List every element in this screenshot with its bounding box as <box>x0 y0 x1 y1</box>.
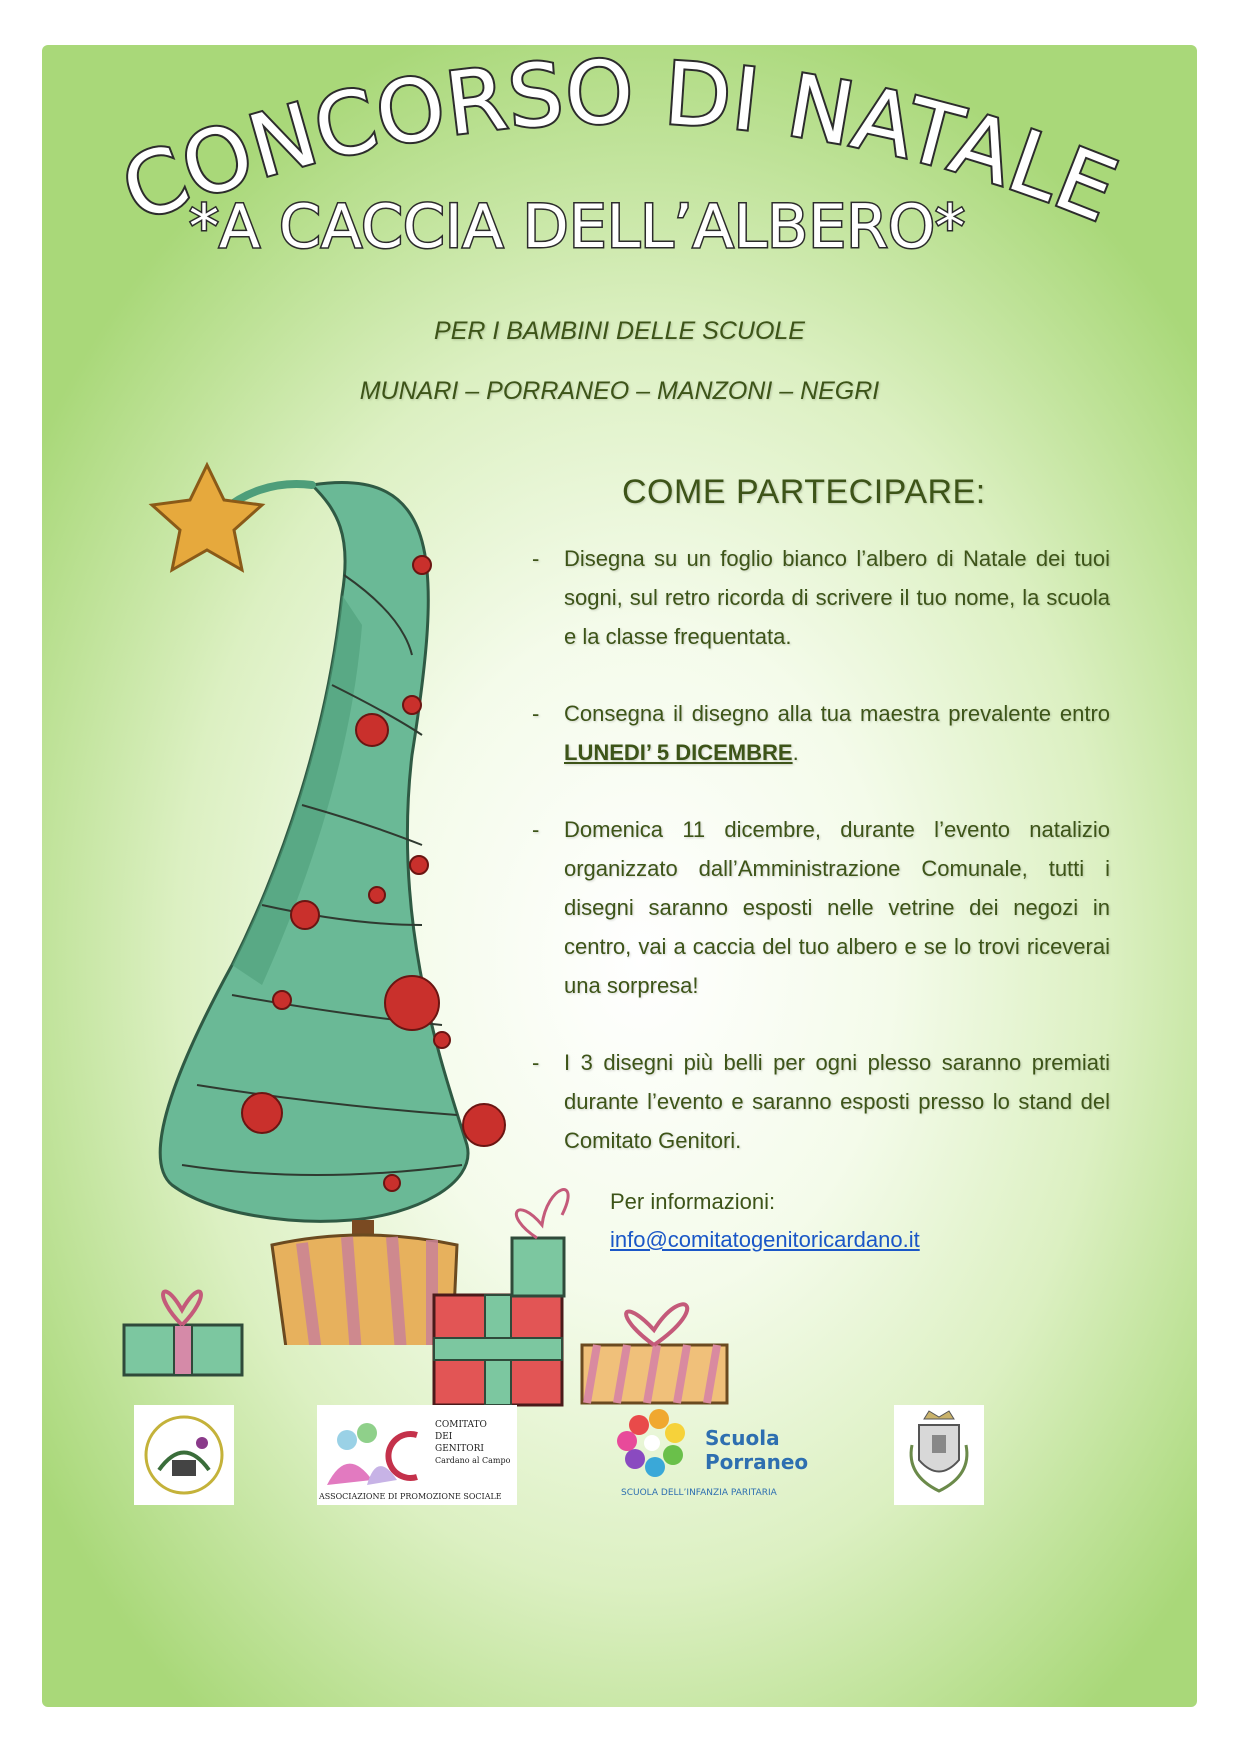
info-label: Per informazioni: <box>610 1189 776 1214</box>
ornament <box>242 1093 282 1133</box>
list-dash: - <box>532 546 540 571</box>
how-to-participate-heading: COME PARTECIPARE: <box>622 473 986 511</box>
deadline-date: LUNEDI’ 5 DICEMBRE <box>564 740 793 765</box>
ornament <box>273 991 291 1009</box>
school-institute-logo <box>134 1405 234 1505</box>
comitato-line1: COMITATO <box>435 1420 487 1430</box>
contact-info <box>610 1183 920 1259</box>
list-dash: - <box>532 1050 540 1075</box>
comitato-line2: DEI <box>435 1432 453 1442</box>
intro-schools-label: PER I BAMBINI DELLE SCUOLE <box>434 317 805 345</box>
poster <box>42 45 1197 1707</box>
rule-item <box>492 694 1110 772</box>
logos-row <box>42 1405 1197 1525</box>
gift-box-small-green <box>512 1238 564 1296</box>
porraneo-line3: SCUOLA DELL’INFANZIA PARITARIA <box>621 1488 777 1498</box>
porraneo-line2: Porraneo <box>705 1450 809 1474</box>
ornament <box>403 696 421 714</box>
rule-text: Disegna su un foglio bianco l’albero di Natale dei tuoi sogni, sul retro ricorda di scrivere il tuo nome, la scuola e la classe frequentata. <box>564 546 1110 649</box>
scuola-porraneo-logo <box>617 1405 817 1505</box>
rule-text: Domenica 11 dicembre, durante l’evento natalizio organizzato dall’Amministrazione Comunale, tutti i disegni saranno esposti nelle vetrine dei negozi in centro, vai a caccia del tuo albero e se lo trovi riceverai una sorpresa! <box>564 817 1110 998</box>
rule-item <box>492 539 1110 656</box>
subtitle: *A CACCIA DELL’ALBERO* <box>188 192 966 262</box>
rule-text: I 3 disegni più belli per ogni plesso saranno premiati durante l’evento e saranno esposti presso lo stand del Comitato Genitori. <box>564 1050 1110 1153</box>
ornament <box>291 901 319 929</box>
rule-text-end: . <box>792 740 799 765</box>
comitato-genitori-logo <box>317 1405 517 1505</box>
rule-item <box>492 810 1110 1005</box>
porraneo-line1: Scuola <box>705 1426 780 1450</box>
comitato-line4: Cardano al Campo <box>435 1456 511 1465</box>
rule-item <box>492 1043 1110 1160</box>
comitato-line5: ASSOCIAZIONE DI PROMOZIONE SOCIALE <box>319 1492 502 1501</box>
intro-schools-list: MUNARI – PORRANEO – MANZONI – NEGRI <box>359 377 880 405</box>
list-dash: - <box>532 701 540 726</box>
main-title: CONCORSO DI NATALE <box>109 45 1130 242</box>
email-link[interactable]: info@comitatogenitoricardano.it <box>610 1227 920 1252</box>
rule-text: Consegna il disegno alla tua maestra prevalente entro <box>564 701 1110 726</box>
ornament <box>434 1032 450 1048</box>
ornament <box>410 856 428 874</box>
tree-body <box>160 482 468 1221</box>
ornament <box>385 976 439 1030</box>
municipal-coat-of-arms <box>894 1405 984 1505</box>
title-banner <box>42 45 1197 305</box>
rules-list <box>492 539 1110 1198</box>
list-dash: - <box>532 817 540 842</box>
ornament <box>356 714 388 746</box>
ornament <box>413 556 431 574</box>
ornament <box>369 887 385 903</box>
comitato-line3: GENITORI <box>435 1444 484 1454</box>
star-icon <box>152 465 262 570</box>
